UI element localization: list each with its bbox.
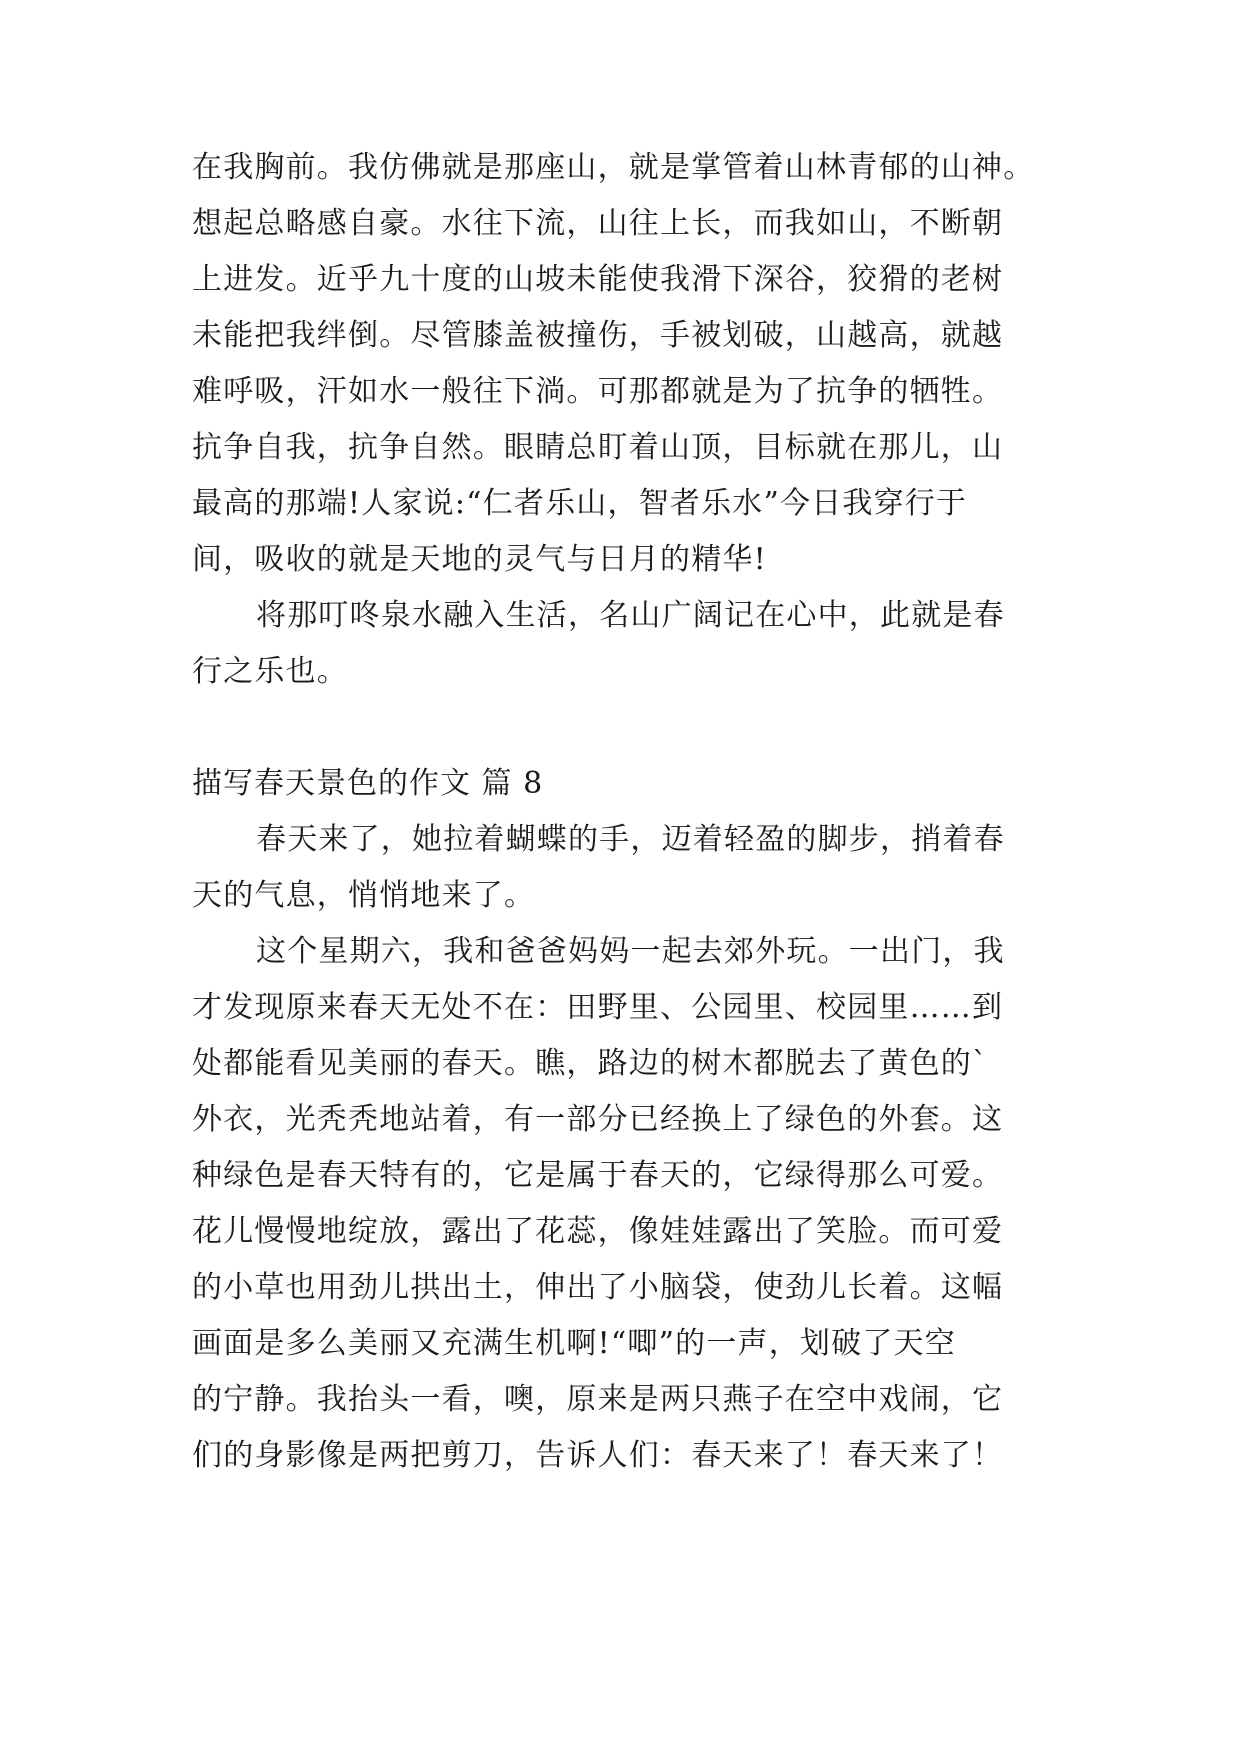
text-line: 外衣，光秃秃地站着，有一部分已经换上了绿色的外套。这 <box>192 1102 1004 1137</box>
text-line: 处都能看见美丽的春天。瞧，路边的树木都脱去了黄色的` <box>192 1046 989 1081</box>
text-line: 将那叮咚泉水融入生活，名山广阔记在心中，此就是春 <box>256 598 1005 633</box>
text-line: 在我胸前。我仿佛就是那座山，就是掌管着山林青郁的山神。 <box>192 150 1035 185</box>
text-line: 的小草也用劲儿拱出土，伸出了小脑袋，使劲儿长着。这幅 <box>192 1270 1004 1305</box>
text-line: 画面是多么美丽又充满生机啊!“唧”的一声，划破了天空 <box>192 1326 956 1361</box>
text-line: 的宁静。我抬头一看，噢，原来是两只燕子在空中戏闹，它 <box>192 1382 1004 1417</box>
text-line: 未能把我绊倒。尽管膝盖被撞伤，手被划破，山越高，就越 <box>192 318 1004 353</box>
text-line: 才发现原来春天无处不在：田野里、公园里、校园里……到 <box>192 990 1004 1025</box>
text-line: 想起总略感自豪。水往下流，山往上长，而我如山，不断朝 <box>192 206 1004 241</box>
text-line: 花儿慢慢地绽放，露出了花蕊，像娃娃露出了笑脸。而可爱 <box>192 1214 1004 1249</box>
text-line: 春天来了，她拉着蝴蝶的手，迈着轻盈的脚步，捎着春 <box>256 822 1005 857</box>
text-line: 难呼吸，汗如水一般往下淌。可那都就是为了抗争的牺牲。 <box>192 374 1004 409</box>
text-line: 种绿色是春天特有的，它是属于春天的，它绿得那么可爱。 <box>192 1158 1004 1193</box>
text-line: 间，吸收的就是天地的灵气与日月的精华! <box>192 542 767 577</box>
text-line: 上进发。近乎九十度的山坡未能使我滑下深谷，狡猾的老树 <box>192 262 1004 297</box>
text-line: 们的身影像是两把剪刀，告诉人们：春天来了！春天来了！ <box>192 1438 1004 1473</box>
text-line: 天的气息，悄悄地来了。 <box>192 878 536 913</box>
text-line: 抗争自我，抗争自然。眼睛总盯着山顶，目标就在那儿，山 <box>192 430 1004 465</box>
text-line: 这个星期六，我和爸爸妈妈一起去郊外玩。一出门，我 <box>256 934 1005 969</box>
text-line: 行之乐也。 <box>192 654 348 689</box>
section-heading: 描写春天景色的作文 篇 8 <box>192 766 544 801</box>
text-line: 最高的那端!人家说:“仁者乐山，智者乐水”今日我穿行于 <box>192 486 968 521</box>
